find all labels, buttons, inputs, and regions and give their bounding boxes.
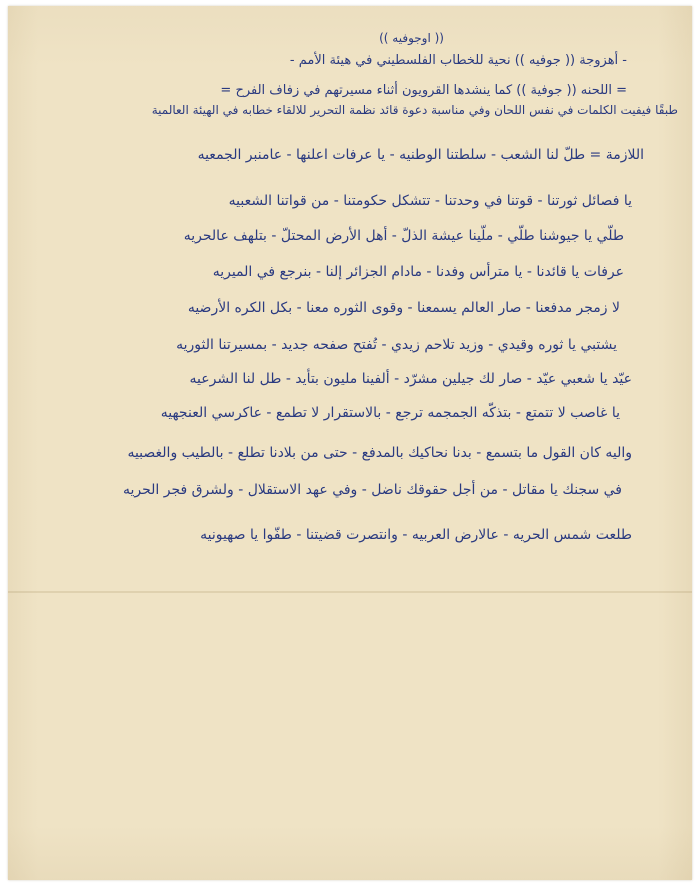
verse-line-1: يا فصائل ثورتنا - قوتنا في وحدتنا - تتشكل حكومتنا - من قواتنا الشعبيه xyxy=(228,193,632,209)
title-annotation: (( اوجوفيه )) xyxy=(379,31,444,45)
header-line-1: - أهزوجة (( جوفيه )) نحية للخطاب الفلسطيني في هيئة الأمم - xyxy=(289,53,627,68)
verse-line-2: طلّي يا جيوشنا طلّي - ملّينا عيشة الذلّ - أهل الأرض المحتلّ - بتلهف عالحريه xyxy=(183,228,624,244)
verse-line-4: لا زمجر مدفعنا - صار العالم يسمعنا - وقوى الثوره معنا - بكل الكره الأرضيه xyxy=(187,300,620,316)
verse-line-5: يشتبي يا ثوره وقيدي - وزيد تلاحم زيدي - تُفتح صفحه جديد - بمسيرتنا الثوريه xyxy=(176,337,617,353)
paper-sheet xyxy=(8,6,692,880)
paper-fold-crease xyxy=(8,591,692,593)
header-line-2: = اللحنه (( جوفية )) كما ينشدها القرويون أثناء مسيرتهم في زفاف الفرح = xyxy=(220,83,627,98)
verse-line-8: واليه كان القول ما بتسمع - بدنا نحاكيك بالمدفع - حتى من بلادنا تطلع - بالطيب والغصبيه xyxy=(127,445,632,461)
chorus-line: اللازمة = طلّ لنا الشعب - سلطتنا الوطنيه - يا عرفات اعلنها - عامنبر الجمعيه xyxy=(197,147,644,163)
verse-line-10: طلعت شمس الحريه - عالارض العربيه - وانتصرت قضيتنا - طفّوا يا صهيونيه xyxy=(200,527,632,543)
verse-line-9: في سجنك يا مقاتل - من أجل حقوقك ناضل - وفي عهد الاستقلال - ولشرق فجر الحريه xyxy=(122,482,622,498)
header-line-3: طبقًا فيفيت الكلمات في نفس اللحان وفي مناسبة دعوة قائد نظمة التحرير للالقاء خطابه في الهيئة العالمية xyxy=(151,103,678,117)
verse-line-6: عيّد يا شعبي عيّد - صار لك جيلين مشرّد - ألفينا مليون بتأيد - طل لنا الشرعيه xyxy=(189,371,632,387)
verse-line-3: عرفات يا قائدنا - يا مترأس وفدنا - مادام الجزائر إلنا - بنرجع في الميريه xyxy=(212,264,624,280)
verse-line-7: يا غاصب لا تتمتع - بتذكّه الجمجمه ترجع - بالاستقرار لا تطمع - عاكرسي العنجهيه xyxy=(160,405,620,421)
